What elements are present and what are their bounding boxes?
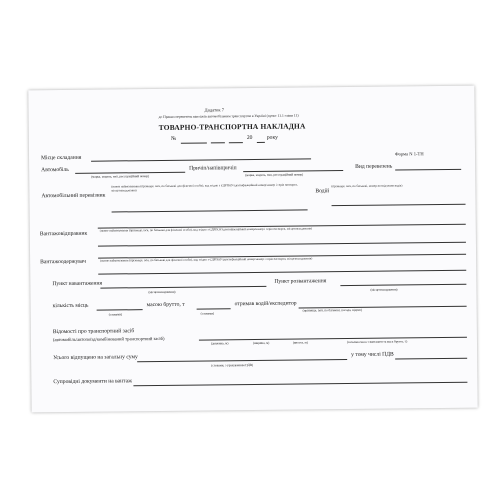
driver-fine-print: (прізвище, ім'я, по батькові, номер посвідчення водія) <box>331 183 403 189</box>
document-title: ТОВАРНО-ТРАНСПОРТНА НАКЛАДНА <box>158 121 306 132</box>
vehicle-docs-sublabel: (автомобіль/автопоїзд/комбінований транспортний засіб) <box>52 335 165 343</box>
year-suffix: року <box>266 134 278 141</box>
waybill-sheet <box>28 86 477 413</box>
carrier-fine-print: (повне найменування (прізвище, ім'я, по батькові для фізичної особи), код згідно з ЄДРПОУ/ідентифікаційний номер/номер і серія паспорта, місцезнаходження) <box>111 182 298 193</box>
height-hint: (висота, м) <box>292 340 308 345</box>
length-hint: (довжина, м) <box>210 341 229 346</box>
total-mass-hint: (загальна маса з вантажем та маса брутто, т) <box>346 339 408 345</box>
shipper-label: Вантажовідправник <box>39 230 88 238</box>
places-count-label: кількість місць <box>52 302 89 310</box>
transport-type-label: Вид перевезень <box>355 163 393 170</box>
car-label: Автомобіль <box>41 166 69 174</box>
appendix-label: Додаток 7 <box>204 107 225 113</box>
appendix-reference: до Правил перевезень вантажів автомобільним транспортом в Україні (пункт 11.1 глави 11) <box>158 113 299 119</box>
total-sum-label: Усього відпущено на загальну суму <box>53 354 138 362</box>
trailer-hint: (марка, модель, тип, реєстраційний номер) <box>245 172 304 178</box>
driver-label: Водій <box>315 188 330 195</box>
received-by-label: отримав водій/експедитор <box>234 300 297 308</box>
trailer-label: Причіп/напівпричіп <box>189 165 237 172</box>
year-fill: 20 <box>246 135 253 142</box>
form-code: Форма N 1-ТН <box>394 151 424 157</box>
vehicle-docs-label: Відомості про транспортний засіб <box>52 328 135 336</box>
carrier-label: Автомобільний перевізник <box>41 192 106 200</box>
gross-mass-label: масою брутто, т <box>146 301 185 309</box>
places-hint: (словами) <box>108 312 123 317</box>
loading-point-label: Пункт навантаження <box>52 280 103 288</box>
received-hint: (прізвище, ім'я, по батькові, посада, підпис) <box>302 307 363 313</box>
shipper-fine-print: (повне найменування (прізвище, ім'я, по батькові для фізичної особи), код згідно з ЄДРПОУ/ідентифікаційний номер/номер і серія паспорта, місцезнаходження) <box>99 226 312 233</box>
sum-hint: (словами, з урахуванням ПДВ) <box>211 363 254 368</box>
loading-hint: (місцезнаходження) <box>148 289 176 295</box>
place-label: Місце складання <box>41 154 82 162</box>
width-hint: (ширина, м) <box>252 340 270 346</box>
consignee-label: Вантажоодержувач <box>40 258 86 266</box>
attached-docs-label: Супровідні документи на вантаж <box>53 378 133 386</box>
consignee-fine-print: (повне найменування (прізвище, ім'я, по батькові для фізичної особи), код згідно з ЄДРПОУ/ідентифікаційний номер/номер і серія паспорта, місцезнаходження) <box>100 256 313 263</box>
unloading-hint: (місцезнаходження) <box>370 287 398 292</box>
unloading-point-label: Пункт розвантаження <box>274 278 327 285</box>
gross-hint: (словами) <box>200 311 215 316</box>
car-hint: (марка, модель, тип, реєстраційний номер) <box>91 174 150 179</box>
number-prefix: № <box>170 135 177 142</box>
vat-label: у тому числі ПДВ <box>351 351 394 358</box>
